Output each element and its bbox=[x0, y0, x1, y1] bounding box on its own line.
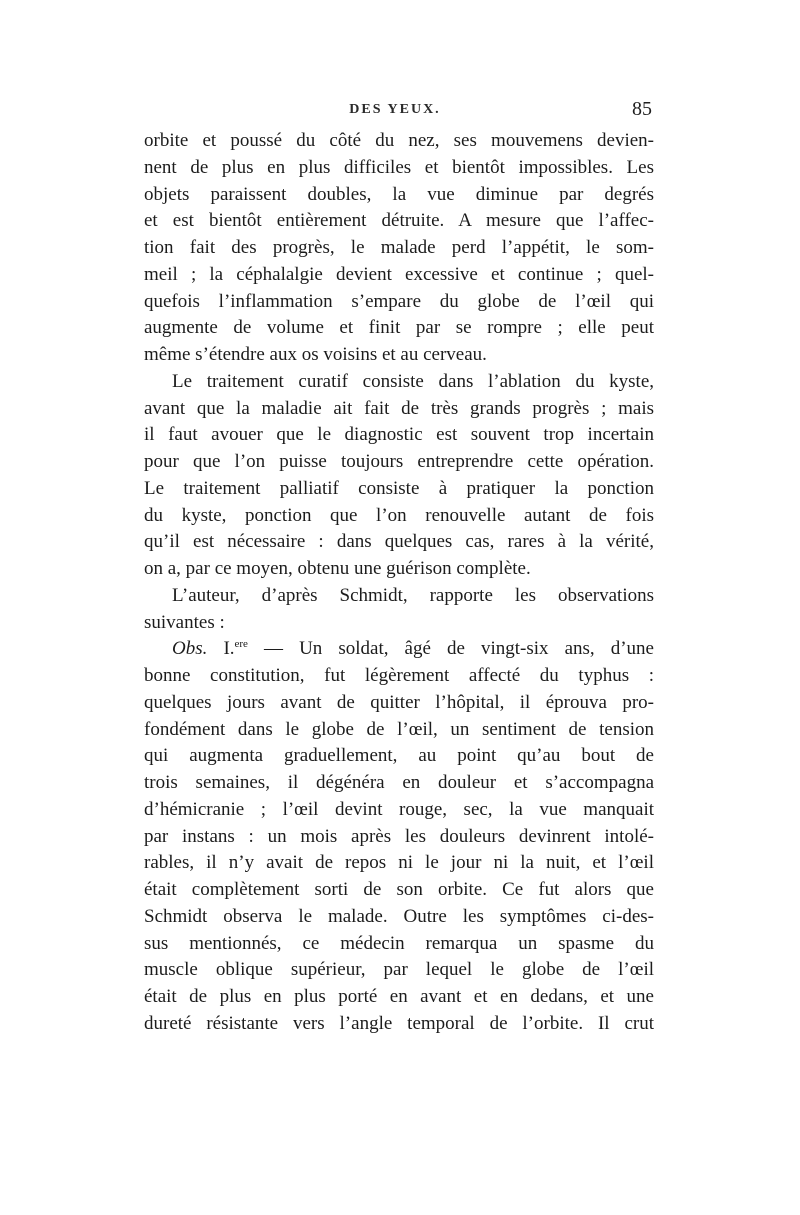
paragraph-treatment bbox=[144, 369, 654, 583]
text-line: muscle oblique supérieur, par lequel le globe de l’œil bbox=[144, 959, 654, 981]
text-line: on a, par ce moyen, obtenu une guérison complète. bbox=[144, 558, 531, 579]
text-line: objets paraissent doubles, la vue diminue par degrés bbox=[144, 183, 654, 205]
ordinal-suffix: ere bbox=[234, 638, 248, 651]
text-line: et est bientôt entièrement détruite. A mesure que l’affec- bbox=[144, 210, 654, 232]
text-line: fondément dans le globe de l’œil, un sentiment de tension bbox=[144, 718, 654, 740]
text-line: d’hémicranie ; l’œil devint rouge, sec, la vue manquait bbox=[144, 798, 654, 820]
text-line: quefois l’inflammation s’empare du globe de l’œil qui bbox=[144, 290, 654, 312]
body-text bbox=[144, 128, 654, 1038]
running-title: DES YEUX. bbox=[349, 102, 441, 117]
text-line: meil ; la céphalalgie devient excessive et continue ; quel- bbox=[144, 263, 654, 285]
text-line: Le traitement curatif consiste dans l’ablation du kyste, bbox=[172, 370, 654, 392]
text-line: rables, il n’y avait de repos ni le jour ni la nuit, et l’œil bbox=[144, 852, 654, 874]
text-line: même s’étendre aux os voisins et au cerveau. bbox=[144, 344, 487, 365]
text-line: pour que l’on puisse toujours entreprendre cette opération. bbox=[144, 451, 654, 472]
text-line: dureté résistante vers l’angle temporal de l’orbite. Il crut bbox=[144, 1012, 654, 1034]
text-line: tion fait des progrès, le malade perd l’appétit, le som- bbox=[144, 237, 654, 258]
paragraph-symptoms bbox=[144, 128, 654, 369]
text-line: qu’il est nécessaire : dans quelques cas, rares à la vérité, bbox=[144, 531, 654, 553]
text-line: était de plus en plus porté en avant et en dedans, et une bbox=[144, 986, 654, 1007]
text-line: augmente de volume et finit par se rompre ; elle peut bbox=[144, 317, 654, 339]
text-line: il faut avouer que le diagnostic est souvent trop incertain bbox=[144, 424, 654, 446]
text-line: L’auteur, d’après Schmidt, rapporte les observations bbox=[172, 584, 654, 606]
text-line: qui augmenta graduellement, au point qu’au bout de bbox=[144, 745, 654, 767]
paragraph-observation-1 bbox=[144, 636, 654, 1037]
page-number: 85 bbox=[632, 98, 652, 120]
text-line: quelques jours avant de quitter l’hôpital, il éprouva pro- bbox=[144, 691, 654, 713]
text-line: suivantes : bbox=[144, 611, 225, 633]
text-line: bonne constitution, fut légèrement affecté du typhus : bbox=[144, 665, 654, 686]
text-line: par instans : un mois après les douleurs devinrent intolé- bbox=[144, 825, 654, 847]
observation-first-line-text: — Un soldat, âgé de vingt-six ans, d’une bbox=[264, 638, 654, 660]
text-line: orbite et poussé du côté du nez, ses mouvemens devien- bbox=[144, 130, 654, 151]
text-line: Schmidt observa le malade. Outre les symptômes ci-des- bbox=[144, 905, 654, 927]
observation-heading-line bbox=[144, 636, 654, 663]
text-line: trois semaines, il dégénéra en douleur et s’accompagna bbox=[144, 772, 654, 793]
text-line: était complètement sorti de son orbite. Ce fut alors que bbox=[144, 879, 654, 900]
observation-label: Obs. bbox=[172, 638, 208, 660]
observation-number: I.$^{ere}$ bbox=[223, 638, 248, 660]
paragraph-observations-intro bbox=[144, 583, 654, 637]
text-line: du kyste, ponction que l’on renouvelle autant de fois bbox=[144, 504, 654, 526]
text-line: nent de plus en plus difficiles et bientôt impossibles. Les bbox=[144, 156, 654, 178]
text-line: avant que la maladie ait fait de très grands progrès ; mais bbox=[144, 397, 654, 419]
running-head bbox=[0, 98, 800, 128]
text-line: sus mentionnés, ce médecin remarqua un spasme du bbox=[144, 932, 654, 954]
text-line: Le traitement palliatif consiste à pratiquer la ponction bbox=[144, 477, 654, 499]
